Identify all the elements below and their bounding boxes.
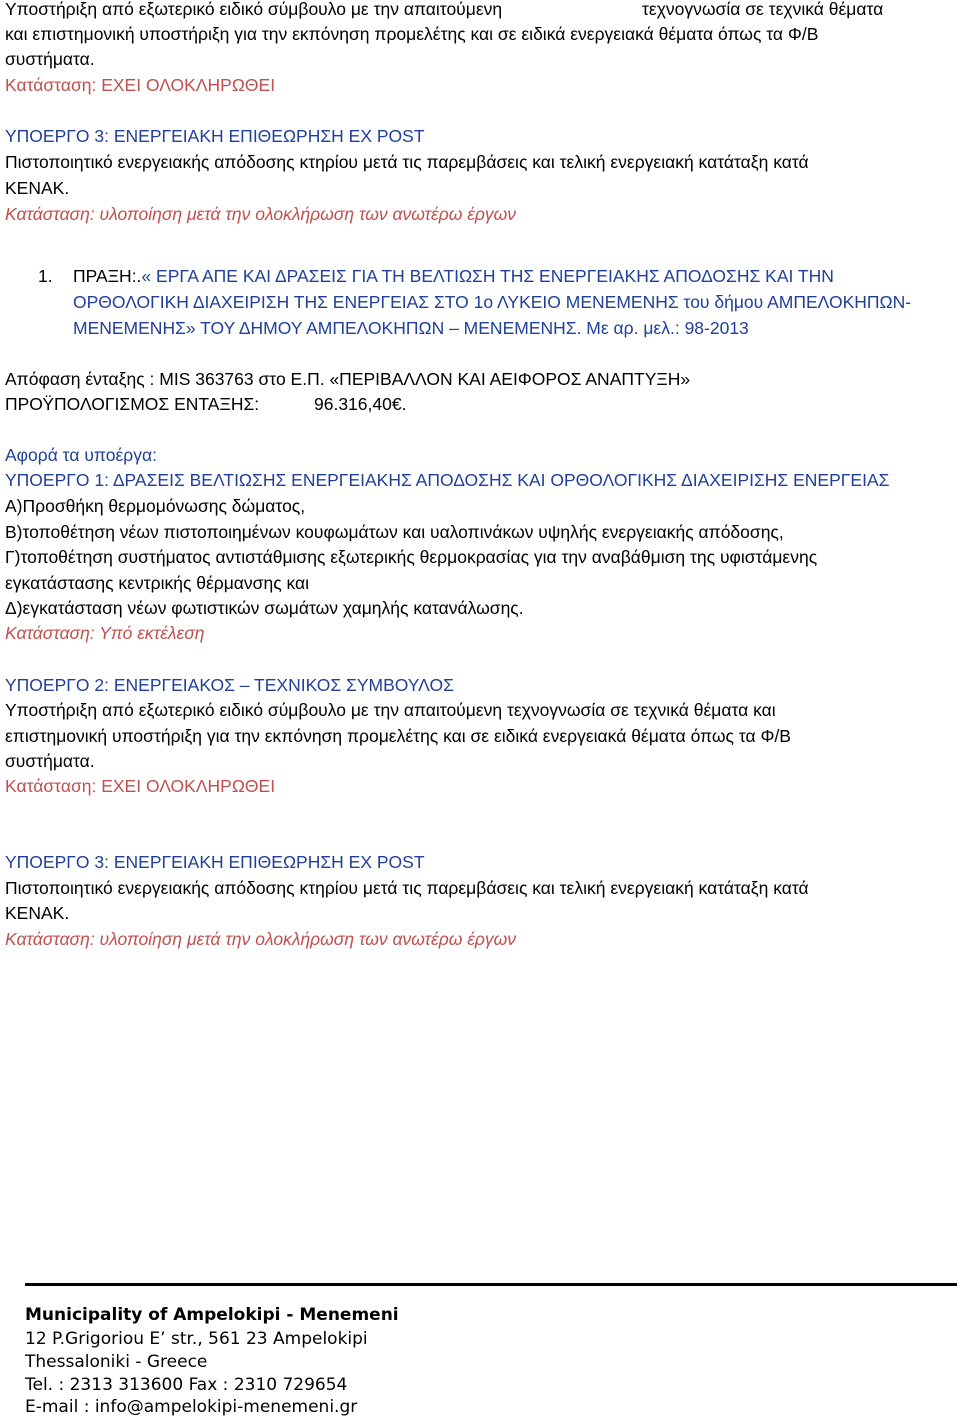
budget-value: 96.316,40€. [314, 394, 407, 414]
subproject-1-title-text: ΥΠΟΕΡΓΟ 1: ΔΡΑΣΕΙΣ ΒΕΛΤΙΩΣΗΣ ΕΝΕΡΓΕΙΑΚΗΣ ΑΠΟΔΟΣΗΣ ΚΑΙ ΟΡΘΟΛΟΓΙΚΗΣ ΔΙΑΧΕΙΡΙΣΗΣ ΕΝΕΡΓΕΙΑΣ [5, 470, 890, 490]
intro-line-1b: τεχνογνωσία σε τεχνικά θέματα [642, 0, 884, 19]
subproject-3b-desc-2: ΚΕΝΑΚ. [5, 903, 70, 923]
subproject-2-desc-2: επιστημονική υποστήριξη για την εκπόνηση προμελέτης και σε ειδικά ενεργειακά θέματα όπως τα Φ/Β [5, 726, 791, 746]
intro-line-2: και επιστημονική υποστήριξη για την εκπόνηση προμελέτης και σε ειδικά ενεργειακά θέματα όπως τα Φ/Β [5, 24, 819, 44]
item-c-2: εγκατάστασης κεντρικής θέρμανσης και [5, 573, 310, 593]
subprojects-heading: Αφορά τα υποέργα: [5, 445, 157, 465]
item-d: Δ)εγκατάσταση νέων φωτιστικών σωμάτων χαμηλής κατανάλωσης. [5, 598, 524, 618]
item-c-1: Γ)τοποθέτηση συστήματος αντιστάθμισης εξωτερικής θερμοκρασίας για την αναβάθμιση της υφιστάμενης [5, 547, 818, 567]
subproject-3-desc-1: Πιστοποιητικό ενεργειακής απόδοσης κτηρίου μετά τις παρεμβάσεις και τελική ενεργειακή κατάταξη κατά [5, 152, 809, 172]
footer-divider [25, 1283, 957, 1286]
intro-line-1a: Υποστήριξη από εξωτερικό ειδικό σύμβουλο με την απαιτούμενη [5, 0, 503, 19]
action-prefix: ΠΡΑΞΗ:. [73, 266, 142, 286]
status-completed: Κατάσταση: ΕΧΕΙ ΟΛΟΚΛΗΡΩΘΕΙ [5, 75, 276, 95]
status-sub2-completed: Κατάσταση: ΕΧΕΙ ΟΛΟΚΛΗΡΩΘΕΙ [5, 776, 276, 796]
action-title-part-1: « ΕΡΓΑ ΑΠΕ ΚΑΙ ΔΡΑΣΕΙΣ ΓΙΑ ΤΗ ΒΕΛΤΙΩΣΗ ΤΗΣ ΕΝΕΡΓΕΙΑΚΗΣ ΑΠΟΔΟΣΗΣ ΚΑΙ ΤΗΝ [141, 266, 834, 286]
subproject-2-desc-1: Υποστήριξη από εξωτερικό ειδικό σύμβουλο με την απαιτούμενη τεχνογνωσία σε τεχνικά θέματα και [5, 700, 776, 720]
subproject-1-title [5, 467, 889, 493]
subproject-3-desc-2: ΚΕΝΑΚ. [5, 178, 70, 198]
action-title-1 [73, 263, 834, 289]
intro-line-3: συστήματα. [5, 49, 95, 69]
footer-address: 12 P.Grigoriou E’ str., 561 23 Ampelokipi [25, 1329, 368, 1349]
budget-label: ΠΡΟΫΠΟΛΟΓΙΣΜΟΣ ΕΝΤΑΞΗΣ: [5, 394, 260, 414]
action-title-2: ΟΡΘΟΛΟΓΙΚΗ ΔΙΑΧΕΙΡΙΣΗ ΤΗΣ ΕΝΕΡΓΕΙΑΣ ΣΤΟ 1ο ΛΥΚΕΙΟ ΜΕΝΕΜΕΝΗΣ του δήμου ΑΜΠΕΛΟΚΗΠΩΝ- [73, 292, 912, 312]
action-title-3: ΜΕΝΕΜΕΝΗΣ» ΤΟΥ ΔΗΜΟΥ ΑΜΠΕΛΟΚΗΠΩΝ – ΜΕΝΕΜΕΝΗΣ. Με αρ. μελ.: 98-2013 [73, 318, 749, 338]
subproject-3b-desc-1: Πιστοποιητικό ενεργειακής απόδοσης κτηρίου μετά τις παρεμβάσεις και τελική ενεργειακή κατάταξη κατά [5, 878, 809, 898]
footer-city: Thessaloniki - Greece [25, 1352, 208, 1372]
inclusion-decision-text: Απόφαση ένταξης : MIS 363763 στο Ε.Π. «ΠΕΡΙΒΑΛΛΟΝ ΚΑΙ ΑΕΙΦΟΡΟΣ ΑΝΑΠΤΥΞΗ» [5, 369, 691, 389]
footer-email: E-mail : info@ampelokipi-menemeni.gr [25, 1397, 358, 1417]
subproject-2-title: ΥΠΟΕΡΓΟ 2: ΕΝΕΡΓΕΙΑΚΟΣ – ΤΕΧΝΙΚΟΣ ΣΥΜΒΟΥΛΟΣ [5, 675, 454, 695]
status-pending: Κατάσταση: υλοποίηση μετά την ολοκλήρωση των ανωτέρω έργων [5, 204, 517, 224]
status-in-progress: Κατάσταση: Υπό εκτέλεση [5, 623, 205, 643]
item-b: Β)τοποθέτηση νέων πιστοποιημένων κουφωμάτων και υαλοπινάκων υψηλής ενεργειακής απόδοσης, [5, 522, 784, 542]
action-number: 1. [38, 266, 53, 286]
subproject-3b-title: ΥΠΟΕΡΓΟ 3: ΕΝΕΡΓΕΙΑΚΗ ΕΠΙΘΕΩΡΗΣΗ EX POST [5, 852, 425, 872]
footer-phone: Tel. : 2313 313600 Fax : 2310 729654 [25, 1375, 348, 1395]
subproject-2-desc-3: συστήματα. [5, 751, 95, 771]
subproject-3-title: ΥΠΟΕΡΓΟ 3: ΕΝΕΡΓΕΙΑΚΗ ΕΠΙΘΕΩΡΗΣΗ EX POST [5, 126, 425, 146]
footer-org: Municipality of Ampelokipi - Menemeni [25, 1305, 399, 1325]
item-a: Α)Προσθήκη θερμομόνωσης δώματος, [5, 496, 306, 516]
budget-line [5, 391, 407, 417]
inclusion-decision [5, 366, 690, 392]
status-sub3-pending: Κατάσταση: υλοποίηση μετά την ολοκλήρωση των ανωτέρω έργων [5, 929, 517, 949]
